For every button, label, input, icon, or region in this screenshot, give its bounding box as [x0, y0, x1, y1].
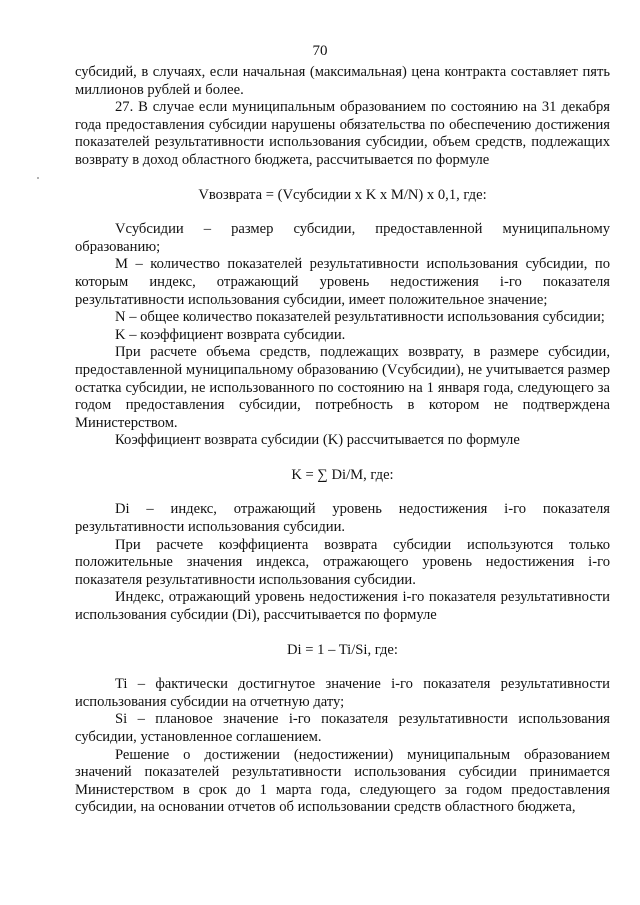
paragraph: Решение о достижении (недостижении) муниципальным образованием значений показателей результативности использования субсидии принимается Министерством в срок до 1 марта года, следующего за годом предоставления субсидии, на основании отчетов об использовании средств областного бюджета,: [75, 746, 610, 816]
paragraph: При расчете объема средств, подлежащих возврату, в размере субсидии, предоставленной муниципальному образованию (Vсубсидии), не учитывается размер остатка субсидии, не использованного по состоянию на 1 января года, следующего за годом предоставления субсидии, потребность в котором не подтверждена Министерством.: [75, 344, 610, 431]
formula: K = ∑ Di/M, где:: [291, 466, 394, 483]
paragraph: субсидий, в случаях, если начальная (максимальная) цена контракта составляет пять миллионов рублей и более.: [75, 64, 610, 98]
paragraph: Si – плановое значение i-го показателя результативности использования субсидии, установленное соглашением.: [75, 711, 610, 745]
paragraph: K – коэффициент возврата субсидии.: [115, 326, 346, 343]
paragraph: Di – индекс, отражающий уровень недостижения i-го показателя результативности использования субсидии.: [75, 501, 610, 536]
formula: Vвозврата = (Vсубсидии x K x M/N) x 0,1, где:: [198, 186, 487, 203]
paragraph: Коэффициент возврата субсидии (K) рассчитывается по формуле: [115, 432, 520, 449]
paragraph: При расчете коэффициента возврата субсидии используются только положительные значения индекса, отражающего уровень недостижения i-го показателя результативности использования субсидии.: [75, 536, 610, 588]
paragraph: Vсубсидии – размер субсидии, предоставленной муниципальному образованию;: [75, 221, 610, 255]
page-number: 70: [312, 43, 328, 59]
paragraph: 27. В случае если муниципальным образованием по состоянию на 31 декабря года предоставления субсидии нарушены обязательства по обеспечению достижения показателей результативности использования субсидии, объем средств, подлежащих возврату в доход областного бюджета, рассчитывается по формуле: [75, 99, 610, 168]
paragraph: Индекс, отражающий уровень недостижения i-го показателя результативности использования субсидии (Di), рассчитывается по формуле: [75, 589, 610, 624]
document-body: [75, 64, 610, 817]
paragraph: M – количество показателей результативности использования субсидии, по которым индекс, отражающий уровень недостижения i-го показателя результативности использования субсидии, имеет положительное значение;: [75, 256, 610, 308]
scan-speck: [37, 177, 39, 179]
formula: Di = 1 – Ti/Si, где:: [287, 641, 398, 658]
paragraph: N – общее количество показателей результативности использования субсидии;: [115, 309, 605, 326]
paragraph: Ti – фактически достигнутое значение i-го показателя результативности использования субсидии на отчетную дату;: [75, 676, 610, 710]
